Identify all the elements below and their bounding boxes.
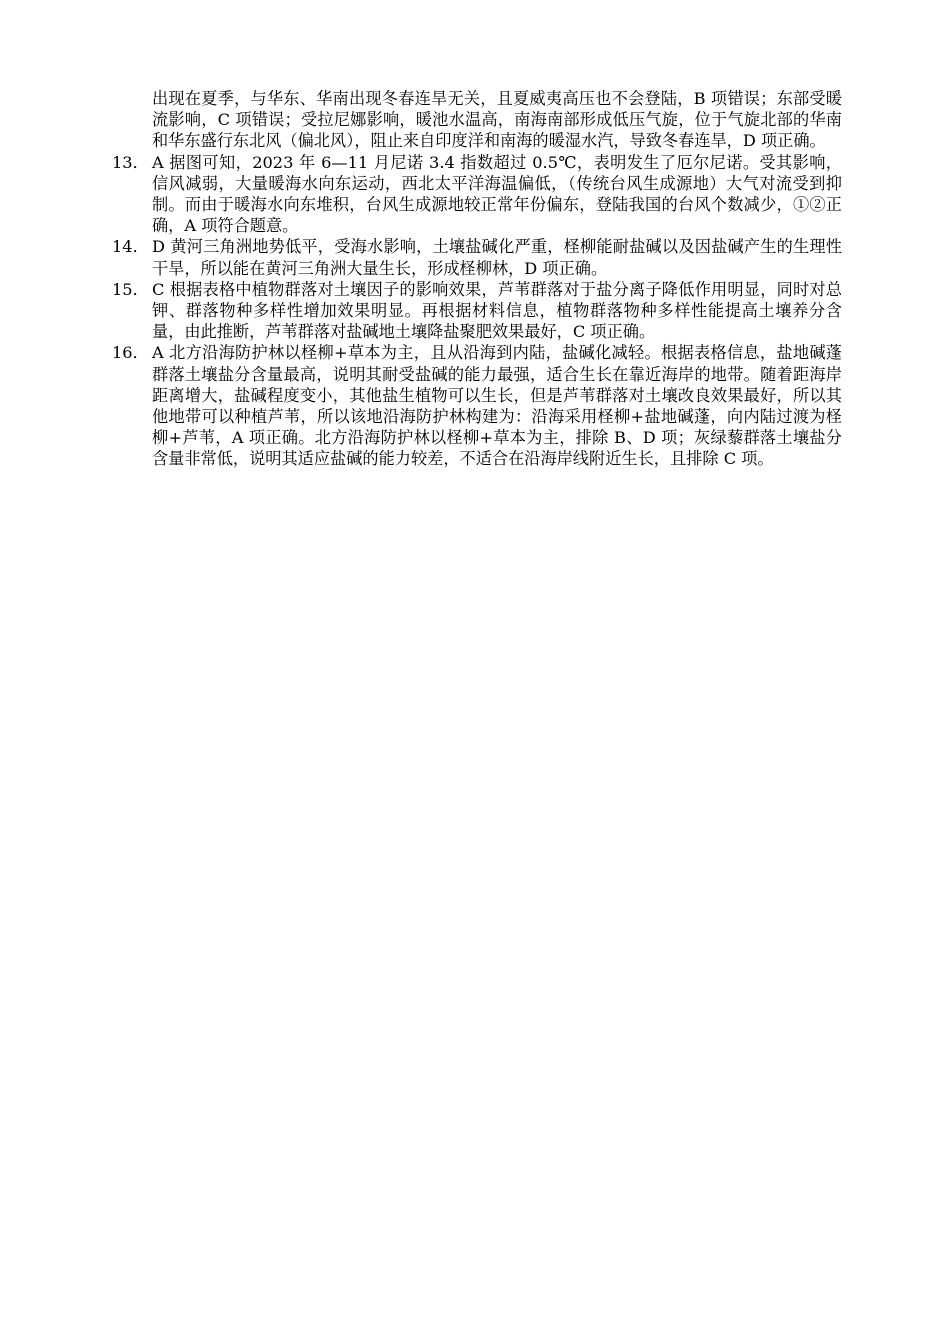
answer-explanations (112, 88, 842, 470)
answer-text: A 据图可知，2023 年 6—11 月尼诺 3.4 指数超过 0.5℃，表明发生了厄尔尼诺。受其影响，信风减弱，大量暖海水向东运动，西北太平洋海温偏低，（传统台风生成源地）大气对流受到抑制。而由于暖海水向东堆积，台风生成源地较正常年份偏东，登陆我国的台风个数减少，①②正确，A 项符合题意。 (152, 152, 842, 236)
question-number: 14． (112, 237, 149, 257)
answer-13 (112, 152, 842, 237)
answer-text: A 北方沿海防护林以柽柳+草本为主，且从沿海到内陆，盐碱化减轻。根据表格信息，盐地碱蓬群落土壤盐分含量最高，说明其耐受盐碱的能力最强，适合生长在靠近海岸的地带。随着距海岸距离增大，盐碱程度变小，其他盐生植物可以生长，但是芦苇群落对土壤改良效果最好，所以其他地带可以种植芦苇，所以该地沿海防护林构建为：沿海采用柽柳+盐地碱蓬，向内陆过渡为柽柳+芦苇，A 项正确。北方沿海防护林以柽柳+草本为主，排除 B、D 项；灰绿藜群落土壤盐分含量非常低，说明其适应盐碱的能力较差，不适合在沿海岸线附近生长，且排除 C 项。 (152, 343, 842, 469)
question-number: 13． (112, 152, 149, 172)
answer-14 (112, 236, 842, 278)
answer-15 (112, 279, 842, 343)
answer-text: D 黄河三角洲地势低平，受海水影响，土壤盐碱化严重，柽柳能耐盐碱以及因盐碱产生的生理性干旱，所以能在黄河三角洲大量生长，形成柽柳林，D 项正确。 (152, 237, 842, 278)
paragraph-text: 出现在夏季，与华东、华南出现冬春连旱无关，且夏威夷高压也不会登陆，B 项错误；东部受暖流影响，C 项错误；受拉尼娜影响，暖池水温高，南海南部形成低压气旋，位于气旋北部的华南和华东盛行东北风（偏北风），阻止来自印度洋和南海的暖湿水汽，导致冬春连旱，D 项正确。 (152, 89, 842, 151)
question-number: 15． (112, 279, 149, 299)
answer-text: C 根据表格中植物群落对土壤因子的影响效果，芦苇群落对于盐分离子降低作用明显，同时对总钾、群落物种多样性增加效果明显。再根据材料信息，植物群落物种多样性能提高土壤养分含量，由此推断，芦苇群落对盐碱地土壤降盐聚肥效果最好，C 项正确。 (152, 279, 842, 342)
paragraph-continuation (112, 88, 842, 152)
question-number: 16． (112, 343, 149, 363)
answer-16 (112, 342, 842, 469)
